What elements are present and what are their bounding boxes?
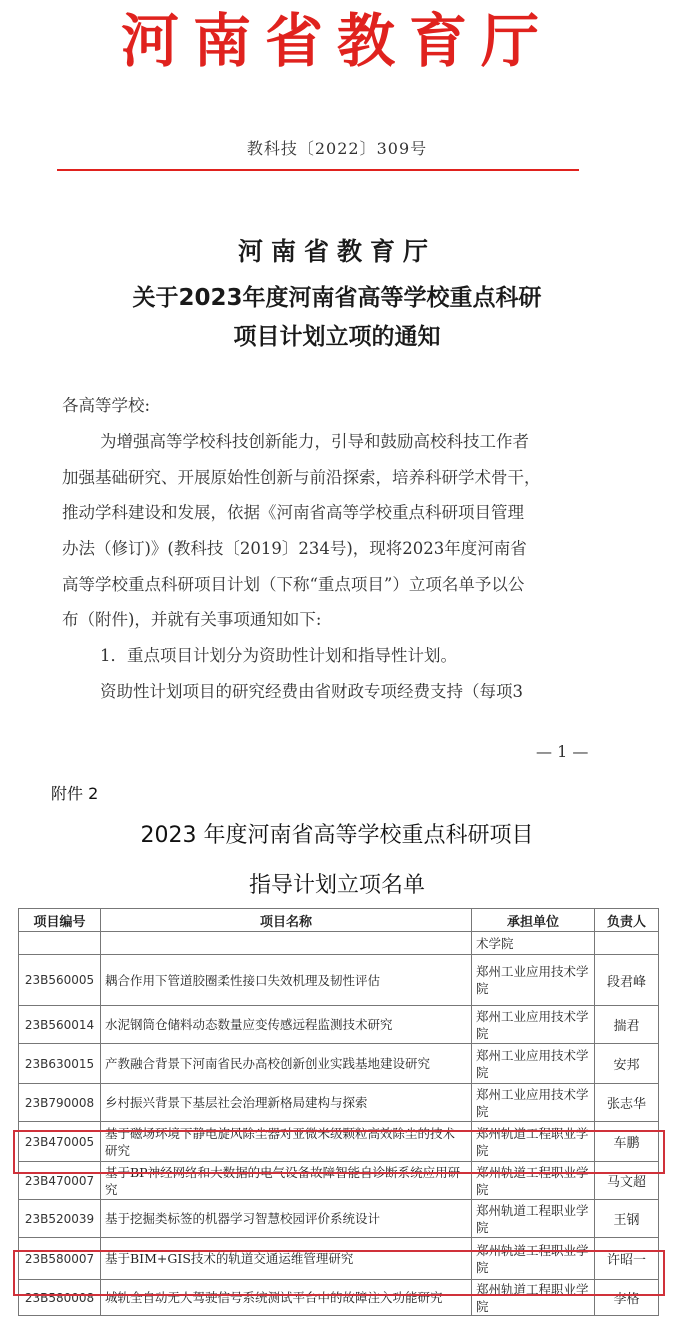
table-row bbox=[19, 932, 659, 955]
project-code bbox=[19, 932, 101, 955]
project-leader: 马文超 bbox=[595, 1162, 659, 1200]
table-row-highlighted bbox=[19, 1122, 659, 1162]
host-unit: 郑州工业应用技术学院 bbox=[472, 1084, 595, 1122]
host-unit: 郑州工业应用技术学院 bbox=[472, 955, 595, 1006]
org-header-title: 河南省教育厅 bbox=[120, 7, 553, 75]
paragraph-line: 推动学科建设和发展，依据《河南省高等学校重点科研项目管理 bbox=[62, 503, 524, 522]
table-row bbox=[19, 1162, 659, 1200]
paragraph-line: 资助性计划项目的研究经费由省财政专项经费支持（每项3 bbox=[100, 682, 523, 701]
project-name: 基于BP神经网络和大数据的电气设备故障智能自诊断系统应用研究 bbox=[101, 1162, 472, 1200]
project-leader bbox=[595, 932, 659, 955]
paragraph-line: 加强基础研究、开展原始性创新与前沿探索，培养科研学术骨干， bbox=[62, 468, 541, 487]
paragraph-line: 高等学校重点科研项目计划（下称“重点项目”）立项名单予以公 bbox=[62, 575, 525, 594]
project-name: 基于磁场环境下静电旋风除尘器对亚微米级颗粒高效除尘的技术研究 bbox=[101, 1122, 472, 1162]
project-name: 水泥钢筒仓储料动态数量应变传感远程监测技术研究 bbox=[101, 1006, 472, 1044]
project-leader: 车鹏 bbox=[595, 1122, 659, 1162]
table-row bbox=[19, 1280, 659, 1316]
table-row bbox=[19, 1006, 659, 1044]
project-leader: 张志华 bbox=[595, 1084, 659, 1122]
host-unit: 郑州轨道工程职业学院 bbox=[472, 1162, 595, 1200]
salutation: 各高等学校: bbox=[62, 396, 151, 415]
host-unit: 郑州工业应用技术学院 bbox=[472, 1006, 595, 1044]
host-unit: 郑州轨道工程职业学院 bbox=[472, 1280, 595, 1316]
col-header-leader: 负责人 bbox=[595, 909, 659, 932]
col-header-name: 项目名称 bbox=[101, 909, 472, 932]
project-name: 产教融合背景下河南省民办高校创新创业实践基地建设研究 bbox=[101, 1044, 472, 1084]
table-row-highlighted bbox=[19, 1238, 659, 1280]
project-code: 23B520039 bbox=[19, 1200, 101, 1238]
col-header-unit: 承担单位 bbox=[472, 909, 595, 932]
document-number: 教科技〔2022〕309号 bbox=[246, 139, 428, 158]
host-unit: 郑州轨道工程职业学院 bbox=[472, 1238, 595, 1280]
project-code: 23B470007 bbox=[19, 1162, 101, 1200]
host-unit: 郑州轨道工程职业学院 bbox=[472, 1122, 595, 1162]
project-code: 23B560014 bbox=[19, 1006, 101, 1044]
project-code: 23B560005 bbox=[19, 955, 101, 1006]
paragraph-line: 1．重点项目计划分为资助性计划和指导性计划。 bbox=[100, 646, 457, 665]
project-leader: 王钢 bbox=[595, 1200, 659, 1238]
project-name: 耦合作用下管道胶圈柔性接口失效机理及韧性评估 bbox=[101, 955, 472, 1006]
table-row bbox=[19, 1044, 659, 1084]
paragraph-line: 布（附件)，并就有关事项通知如下: bbox=[62, 610, 322, 629]
project-leader: 揣君 bbox=[595, 1006, 659, 1044]
paragraph-line: 办法（修订)》(教科技〔2019〕234号)，现将2023年度河南省 bbox=[62, 539, 527, 558]
project-table bbox=[18, 908, 659, 1316]
page-number: — 1 — bbox=[536, 742, 589, 761]
table-row bbox=[19, 1200, 659, 1238]
project-name: 基于BIM+GIS技术的轨道交通运维管理研究 bbox=[101, 1238, 472, 1280]
table-header-row bbox=[19, 909, 659, 932]
project-code: 23B630015 bbox=[19, 1044, 101, 1084]
table-row bbox=[19, 1084, 659, 1122]
notice-title-line-1: 河南省教育厅 bbox=[237, 237, 436, 266]
notice-title-line-2: 关于2023年度河南省高等学校重点科研 bbox=[132, 285, 542, 311]
project-leader: 安邦 bbox=[595, 1044, 659, 1084]
project-name: 基于挖掘类标签的机器学习智慧校园评价系统设计 bbox=[101, 1200, 472, 1238]
project-code: 23B470005 bbox=[19, 1122, 101, 1162]
project-leader: 许昭一 bbox=[595, 1238, 659, 1280]
project-name: 城轨全自动无人驾驶信号系统测试平台中的故障注入功能研究 bbox=[101, 1280, 472, 1316]
annex-title-line-1: 2023 年度河南省高等学校重点科研项目 bbox=[140, 823, 534, 848]
project-name bbox=[101, 932, 472, 955]
annex-title-line-2: 指导计划立项名单 bbox=[248, 873, 425, 898]
project-leader: 李格 bbox=[595, 1280, 659, 1316]
col-header-code: 项目编号 bbox=[19, 909, 101, 932]
host-unit: 术学院 bbox=[472, 932, 595, 955]
host-unit: 郑州轨道工程职业学院 bbox=[472, 1200, 595, 1238]
project-code: 23B790008 bbox=[19, 1084, 101, 1122]
project-code: 23B580008 bbox=[19, 1280, 101, 1316]
host-unit: 郑州工业应用技术学院 bbox=[472, 1044, 595, 1084]
annex-label: 附件 2 bbox=[51, 784, 99, 803]
table-row bbox=[19, 955, 659, 1006]
project-code: 23B580007 bbox=[19, 1238, 101, 1280]
notice-title-line-3: 项目计划立项的通知 bbox=[233, 324, 441, 350]
project-leader: 段君峰 bbox=[595, 955, 659, 1006]
paragraph-line: 为增强高等学校科技创新能力，引导和鼓励高校科技工作者 bbox=[100, 432, 529, 451]
project-name: 乡村振兴背景下基层社会治理新格局建构与探索 bbox=[101, 1084, 472, 1122]
red-divider-line bbox=[57, 169, 579, 171]
